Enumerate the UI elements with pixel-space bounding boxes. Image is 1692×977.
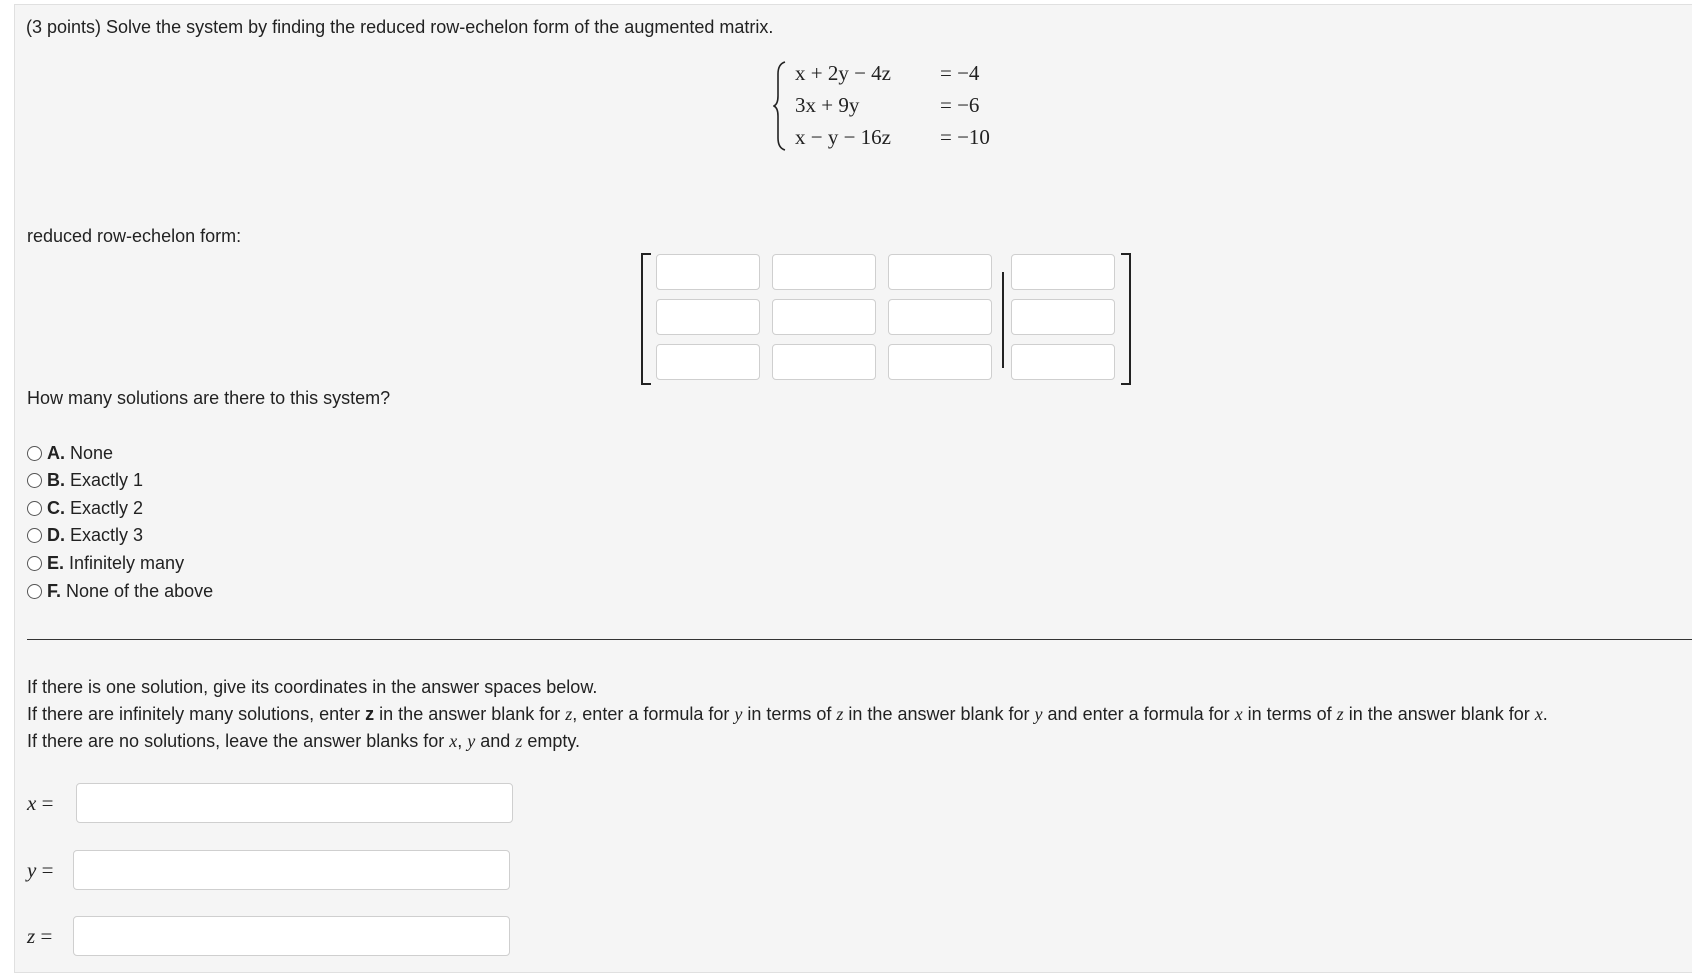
equation-2-rhs: = −6 [940, 93, 980, 117]
option-b[interactable]: B. Exactly 1 [27, 469, 143, 491]
option-a-label: None [70, 442, 114, 463]
option-e-label: Infinitely many [69, 552, 185, 573]
option-e[interactable]: E. Infinitely many [27, 552, 184, 574]
matrix-cell-r3c2[interactable] [772, 344, 876, 380]
matrix-cell-r2c3[interactable] [888, 299, 992, 335]
instruction-line-2: If there are infinitely many solutions, enter z in the answer blank for z, enter a formula for y in terms of z in the answer blank for y and enter a formula for x in terms of z in the answer blank for x. [27, 704, 1548, 724]
matrix-cell-r2c2[interactable] [772, 299, 876, 335]
option-d-label: Exactly 3 [70, 524, 144, 545]
instruction-line-3: If there are no solutions, leave the answer blanks for x, y and z empty. [27, 731, 581, 751]
problem-prompt: (3 points) Solve the system by finding the reduced row-echelon form of the augmented matrix. [26, 17, 774, 37]
matrix-cell-r3c4[interactable] [1011, 344, 1115, 380]
radio-option-f[interactable] [27, 584, 42, 599]
x-answer-input[interactable] [76, 783, 513, 823]
augment-divider [1002, 272, 1004, 368]
matrix-cell-r3c3[interactable] [888, 344, 992, 380]
solutions-question: How many solutions are there to this system? [27, 388, 391, 408]
radio-option-c[interactable] [27, 501, 42, 516]
section-divider [27, 639, 1692, 640]
equation-3-rhs: = −10 [940, 125, 990, 149]
option-a[interactable]: A. None [27, 442, 113, 464]
option-c[interactable]: C. Exactly 2 [27, 497, 143, 519]
left-brace [773, 60, 787, 152]
x-label: x = [27, 791, 54, 815]
option-f[interactable]: F. None of the above [27, 580, 213, 602]
matrix-cell-r2c1[interactable] [656, 299, 760, 335]
option-f-label: None of the above [66, 580, 214, 601]
matrix-cell-r1c4[interactable] [1011, 254, 1115, 290]
matrix-cell-r1c3[interactable] [888, 254, 992, 290]
rref-label: reduced row-echelon form: [27, 226, 242, 246]
matrix-cell-r1c2[interactable] [772, 254, 876, 290]
equation-3-lhs: x − y − 16z [795, 125, 892, 149]
radio-option-e[interactable] [27, 556, 42, 571]
z-label: z = [27, 924, 53, 948]
instruction-line-1: If there is one solution, give its coordinates in the answer spaces below. [27, 677, 598, 697]
y-label: y = [27, 858, 54, 882]
equation-1-lhs: x + 2y − 4z [795, 61, 892, 85]
y-answer-input[interactable] [73, 850, 510, 890]
equation-1-rhs: = −4 [940, 61, 980, 85]
radio-option-b[interactable] [27, 473, 42, 488]
matrix-cell-r2c4[interactable] [1011, 299, 1115, 335]
matrix-cell-r1c1[interactable] [656, 254, 760, 290]
matrix-right-bracket [1121, 253, 1131, 385]
option-b-label: Exactly 1 [70, 469, 144, 490]
z-answer-input[interactable] [73, 916, 510, 956]
equation-2-lhs: 3x + 9y [795, 93, 860, 117]
matrix-cell-r3c1[interactable] [656, 344, 760, 380]
matrix-left-bracket [641, 253, 651, 385]
radio-option-a[interactable] [27, 446, 42, 461]
option-d[interactable]: D. Exactly 3 [27, 524, 143, 546]
radio-option-d[interactable] [27, 528, 42, 543]
option-c-label: Exactly 2 [70, 497, 144, 518]
